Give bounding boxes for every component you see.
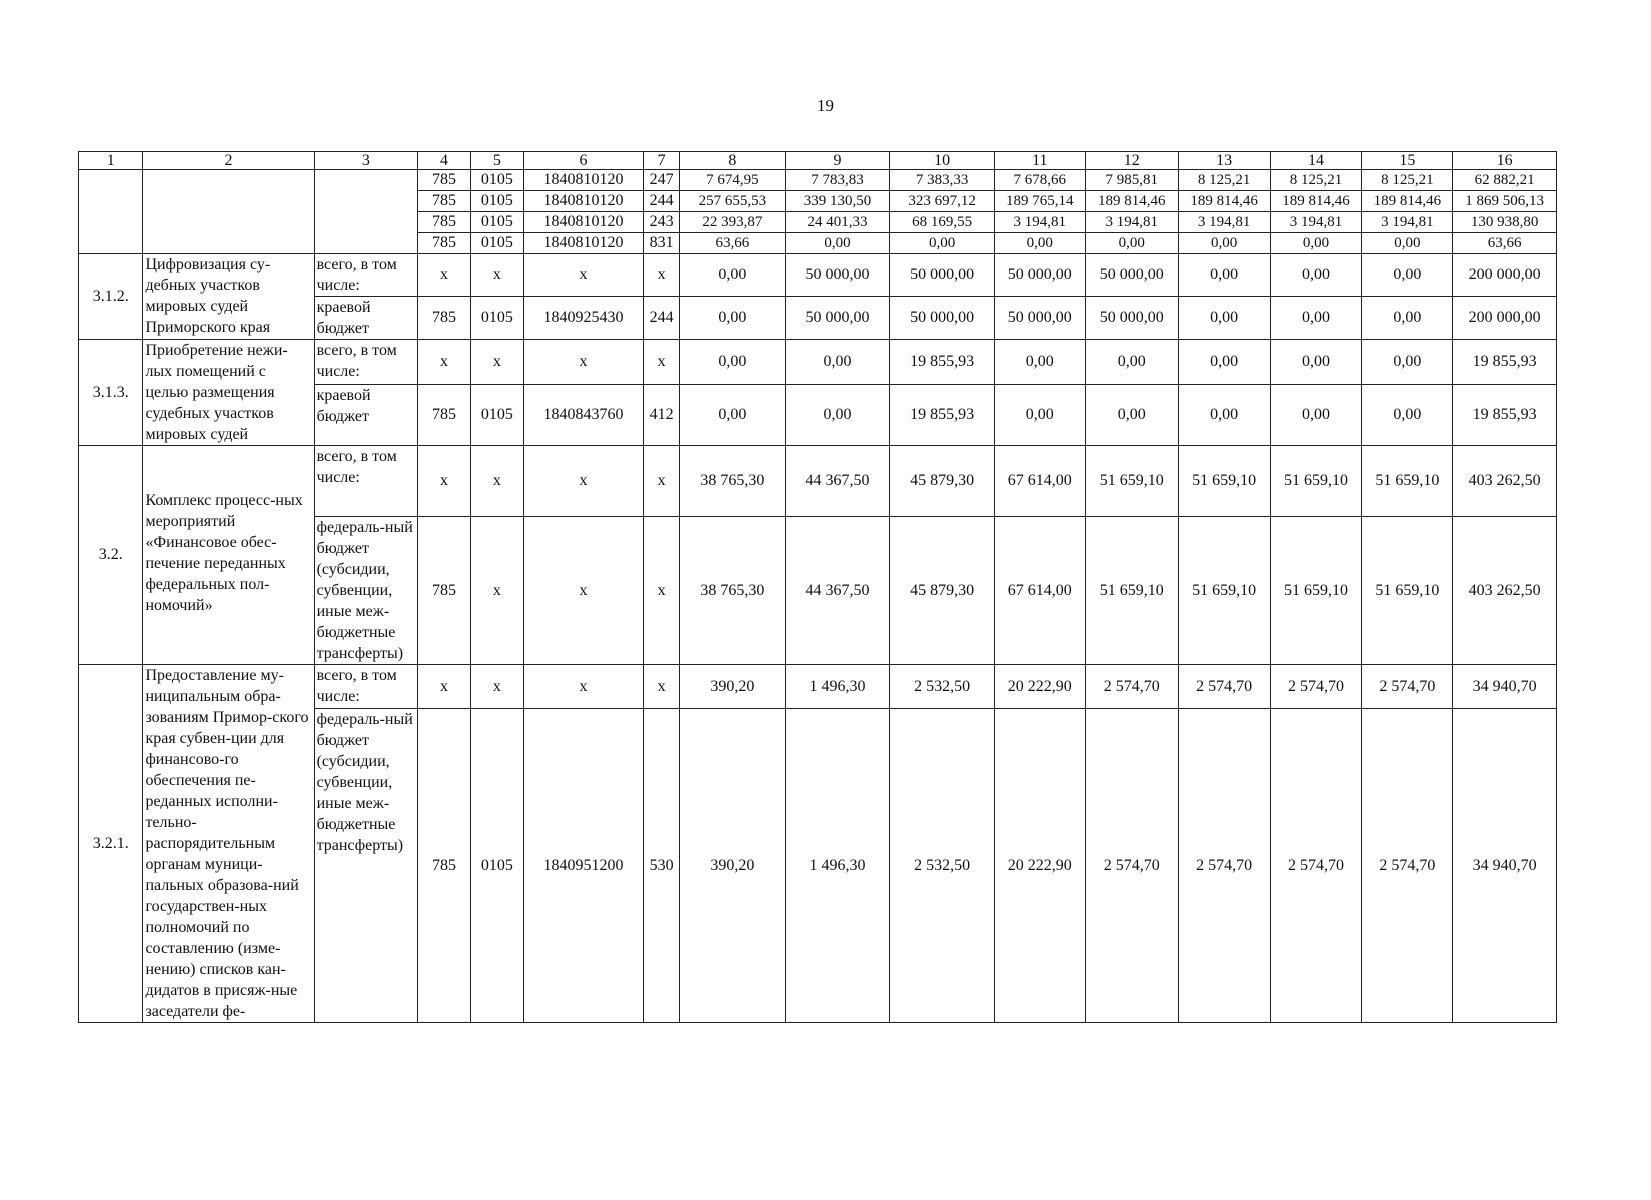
value-cell: 257 655,53 xyxy=(680,191,786,212)
row-number-cell xyxy=(79,170,143,254)
value-cell: x xyxy=(523,517,643,665)
value-cell: 243 xyxy=(644,212,680,233)
value-cell: 34 940,70 xyxy=(1453,665,1557,709)
value-cell: 45 879,30 xyxy=(890,446,995,517)
value-cell: 831 xyxy=(644,233,680,254)
value-cell: 51 659,10 xyxy=(1178,517,1270,665)
col-num: 13 xyxy=(1178,152,1270,170)
funding-source-cell: краевой бюджет xyxy=(314,384,418,445)
value-cell: 0,00 xyxy=(680,340,786,385)
funding-source-cell: федераль-ный бюджет (субсидии, субвенции, иные меж-бюджетные трансферты) xyxy=(314,517,418,665)
funding-source-cell: всего, в том числе: xyxy=(314,254,418,297)
value-cell: 50 000,00 xyxy=(1085,254,1178,297)
value-cell: 45 879,30 xyxy=(890,517,995,665)
value-cell: 0,00 xyxy=(1362,340,1453,385)
value-cell: 323 697,12 xyxy=(890,191,995,212)
page-number: 19 xyxy=(817,96,834,115)
value-cell: 189 765,14 xyxy=(994,191,1085,212)
item-name-cell: Предоставление му-ниципальным обра-зованиям Примор-ского края субвен-ции для финансово-го обеспечения пе-реданных исполни-тельно-распорядительным органам муници-пальных образова-ний государствен-ных полномочий по составлению (изме-нению) списков кан-дидатов в присяж-ные заседатели фе- xyxy=(143,665,314,1023)
value-cell: 0,00 xyxy=(1362,297,1453,340)
value-cell: 0,00 xyxy=(1362,384,1453,445)
table-row xyxy=(79,446,1557,517)
value-cell: 50 000,00 xyxy=(890,297,995,340)
value-cell: 2 532,50 xyxy=(890,709,995,1023)
value-cell: 63,66 xyxy=(1453,233,1557,254)
value-cell: 785 xyxy=(418,233,471,254)
value-cell: 785 xyxy=(418,170,471,191)
value-cell: 785 xyxy=(418,384,471,445)
value-cell: 51 659,10 xyxy=(1362,446,1453,517)
value-cell: 34 940,70 xyxy=(1453,709,1557,1023)
value-cell: 189 814,46 xyxy=(1270,191,1362,212)
value-cell: 2 574,70 xyxy=(1178,665,1270,709)
value-cell: 1 496,30 xyxy=(785,709,890,1023)
value-cell: 1840810120 xyxy=(523,170,643,191)
value-cell: x xyxy=(523,254,643,297)
value-cell: 390,20 xyxy=(680,665,786,709)
value-cell: 0105 xyxy=(470,191,523,212)
value-cell: 2 574,70 xyxy=(1178,709,1270,1023)
value-cell: 50 000,00 xyxy=(994,254,1085,297)
value-cell: 244 xyxy=(644,191,680,212)
value-cell: 24 401,33 xyxy=(785,212,890,233)
value-cell: 0105 xyxy=(470,297,523,340)
value-cell: 0,00 xyxy=(1178,297,1270,340)
row-number-cell: 3.1.2. xyxy=(79,254,143,340)
value-cell: 38 765,30 xyxy=(680,446,786,517)
col-num: 6 xyxy=(523,152,643,170)
value-cell: x xyxy=(644,254,680,297)
value-cell: 19 855,93 xyxy=(890,384,995,445)
value-cell: 0,00 xyxy=(1178,233,1270,254)
value-cell: 1 496,30 xyxy=(785,665,890,709)
col-num: 14 xyxy=(1270,152,1362,170)
value-cell: x xyxy=(644,665,680,709)
value-cell: 51 659,10 xyxy=(1270,517,1362,665)
col-num: 7 xyxy=(644,152,680,170)
value-cell: 0,00 xyxy=(1270,340,1362,385)
value-cell: 2 574,70 xyxy=(1362,665,1453,709)
value-cell: 403 262,50 xyxy=(1453,517,1557,665)
value-cell: x xyxy=(470,517,523,665)
value-cell: 0,00 xyxy=(994,340,1085,385)
value-cell: 19 855,93 xyxy=(890,340,995,385)
value-cell: x xyxy=(418,254,471,297)
value-cell: 0105 xyxy=(470,233,523,254)
value-cell: 0,00 xyxy=(890,233,995,254)
value-cell: 785 xyxy=(418,297,471,340)
value-cell: 50 000,00 xyxy=(785,297,890,340)
value-cell: x xyxy=(644,340,680,385)
table-row xyxy=(79,170,1557,191)
value-cell: 7 985,81 xyxy=(1085,170,1178,191)
row-number-cell: 3.2. xyxy=(79,446,143,665)
value-cell: 200 000,00 xyxy=(1453,297,1557,340)
value-cell: 3 194,81 xyxy=(1362,212,1453,233)
budget-table xyxy=(78,151,1557,1023)
value-cell: 67 614,00 xyxy=(994,446,1085,517)
value-cell: 44 367,50 xyxy=(785,446,890,517)
col-num: 11 xyxy=(994,152,1085,170)
value-cell: x xyxy=(418,340,471,385)
value-cell: x xyxy=(644,517,680,665)
value-cell: x xyxy=(644,446,680,517)
value-cell: x xyxy=(418,665,471,709)
col-num: 8 xyxy=(680,152,786,170)
value-cell: 0,00 xyxy=(785,384,890,445)
value-cell: 44 367,50 xyxy=(785,517,890,665)
value-cell: x xyxy=(470,340,523,385)
value-cell: 68 169,55 xyxy=(890,212,995,233)
value-cell: 0,00 xyxy=(994,384,1085,445)
value-cell: 244 xyxy=(644,297,680,340)
col-num: 10 xyxy=(890,152,995,170)
value-cell: 0,00 xyxy=(1270,233,1362,254)
item-name-cell: Комплекс процесс-ных мероприятий «Финансовое обес-печение переданных федеральных пол-номочий» xyxy=(143,446,314,665)
value-cell: x xyxy=(470,446,523,517)
value-cell: 50 000,00 xyxy=(785,254,890,297)
value-cell: 51 659,10 xyxy=(1085,517,1178,665)
value-cell: 0105 xyxy=(470,709,523,1023)
value-cell: 0,00 xyxy=(680,297,786,340)
value-cell: 1840810120 xyxy=(523,233,643,254)
item-name-cell: Цифровизация су-дебных участков мировых судей Приморского края xyxy=(143,254,314,340)
value-cell: 20 222,90 xyxy=(994,709,1085,1023)
value-cell: x xyxy=(470,254,523,297)
value-cell: 50 000,00 xyxy=(994,297,1085,340)
value-cell: 0105 xyxy=(470,170,523,191)
value-cell: 0,00 xyxy=(1270,254,1362,297)
value-cell: 7 678,66 xyxy=(994,170,1085,191)
funding-source-cell: всего, в том числе: xyxy=(314,665,418,709)
value-cell: 63,66 xyxy=(680,233,786,254)
value-cell: 2 532,50 xyxy=(890,665,995,709)
value-cell: 0,00 xyxy=(1270,297,1362,340)
value-cell: 339 130,50 xyxy=(785,191,890,212)
value-cell: 8 125,21 xyxy=(1362,170,1453,191)
value-cell: 2 574,70 xyxy=(1085,665,1178,709)
col-num: 2 xyxy=(143,152,314,170)
value-cell: 7 383,33 xyxy=(890,170,995,191)
col-num: 5 xyxy=(470,152,523,170)
value-cell: 3 194,81 xyxy=(1178,212,1270,233)
col-num: 16 xyxy=(1453,152,1557,170)
value-cell: 2 574,70 xyxy=(1270,665,1362,709)
value-cell: 785 xyxy=(418,212,471,233)
value-cell: 130 938,80 xyxy=(1453,212,1557,233)
value-cell: 785 xyxy=(418,517,471,665)
value-cell: x xyxy=(418,446,471,517)
value-cell: 19 855,93 xyxy=(1453,340,1557,385)
value-cell: 785 xyxy=(418,191,471,212)
row-number-cell: 3.2.1. xyxy=(79,665,143,1023)
value-cell: 3 194,81 xyxy=(1085,212,1178,233)
value-cell: 22 393,87 xyxy=(680,212,786,233)
value-cell: 247 xyxy=(644,170,680,191)
value-cell: 67 614,00 xyxy=(994,517,1085,665)
value-cell: 390,20 xyxy=(680,709,786,1023)
table-row xyxy=(79,254,1557,297)
value-cell: 0,00 xyxy=(680,254,786,297)
funding-source-cell: краевой бюджет xyxy=(314,297,418,340)
value-cell: 50 000,00 xyxy=(890,254,995,297)
value-cell: 2 574,70 xyxy=(1085,709,1178,1023)
table-row xyxy=(79,665,1557,709)
funding-source-cell: федераль-ный бюджет (субсидии, субвенции, иные меж-бюджетные трансферты) xyxy=(314,709,418,1023)
value-cell: 412 xyxy=(644,384,680,445)
value-cell: 8 125,21 xyxy=(1270,170,1362,191)
value-cell: 20 222,90 xyxy=(994,665,1085,709)
value-cell: 62 882,21 xyxy=(1453,170,1557,191)
value-cell: 51 659,10 xyxy=(1085,446,1178,517)
value-cell: 0,00 xyxy=(994,233,1085,254)
value-cell: 0,00 xyxy=(1085,340,1178,385)
value-cell: 2 574,70 xyxy=(1362,709,1453,1023)
funding-source-cell: всего, в том числе: xyxy=(314,446,418,517)
value-cell: 0,00 xyxy=(1178,340,1270,385)
value-cell: 0,00 xyxy=(1178,384,1270,445)
value-cell: 530 xyxy=(644,709,680,1023)
value-cell: 0,00 xyxy=(1362,254,1453,297)
value-cell: x xyxy=(523,665,643,709)
value-cell: 51 659,10 xyxy=(1178,446,1270,517)
value-cell: 1840925430 xyxy=(523,297,643,340)
value-cell: 7 674,95 xyxy=(680,170,786,191)
value-cell: 3 194,81 xyxy=(994,212,1085,233)
value-cell: 0,00 xyxy=(1270,384,1362,445)
value-cell: 189 814,46 xyxy=(1085,191,1178,212)
value-cell: 19 855,93 xyxy=(1453,384,1557,445)
value-cell: 0,00 xyxy=(1085,384,1178,445)
value-cell: 1 869 506,13 xyxy=(1453,191,1557,212)
value-cell: 189 814,46 xyxy=(1178,191,1270,212)
col-num: 15 xyxy=(1362,152,1453,170)
value-cell: 189 814,46 xyxy=(1362,191,1453,212)
value-cell: x xyxy=(470,665,523,709)
col-num: 1 xyxy=(79,152,143,170)
value-cell: 1840810120 xyxy=(523,212,643,233)
value-cell: 0,00 xyxy=(680,384,786,445)
value-cell: 51 659,10 xyxy=(1362,517,1453,665)
funding-source-cell: всего, в том числе: xyxy=(314,340,418,385)
value-cell: 0,00 xyxy=(1178,254,1270,297)
name-cell xyxy=(143,170,314,254)
value-cell: 1840951200 xyxy=(523,709,643,1023)
value-cell: 0,00 xyxy=(1085,233,1178,254)
value-cell: 0105 xyxy=(470,384,523,445)
value-cell: 1840843760 xyxy=(523,384,643,445)
value-cell: 38 765,30 xyxy=(680,517,786,665)
value-cell: x xyxy=(523,340,643,385)
value-cell: 51 659,10 xyxy=(1270,446,1362,517)
value-cell: 3 194,81 xyxy=(1270,212,1362,233)
column-number-row xyxy=(79,152,1557,170)
value-cell: 403 262,50 xyxy=(1453,446,1557,517)
value-cell: 0,00 xyxy=(785,340,890,385)
value-cell: 8 125,21 xyxy=(1178,170,1270,191)
value-cell: 1840810120 xyxy=(523,191,643,212)
row-number-cell: 3.1.3. xyxy=(79,340,143,446)
value-cell: 2 574,70 xyxy=(1270,709,1362,1023)
col-num: 12 xyxy=(1085,152,1178,170)
value-cell: 0,00 xyxy=(785,233,890,254)
value-cell: x xyxy=(523,446,643,517)
col-num: 3 xyxy=(314,152,418,170)
value-cell: 0,00 xyxy=(1362,233,1453,254)
value-cell: 7 783,83 xyxy=(785,170,890,191)
source-cell xyxy=(314,170,418,254)
col-num: 9 xyxy=(785,152,890,170)
item-name-cell: Приобретение нежи-лых помещений с целью размещения судебных участков мировых судей xyxy=(143,340,314,446)
col-num: 4 xyxy=(418,152,471,170)
value-cell: 785 xyxy=(418,709,471,1023)
value-cell: 0105 xyxy=(470,212,523,233)
value-cell: 50 000,00 xyxy=(1085,297,1178,340)
table-row xyxy=(79,340,1557,385)
value-cell: 200 000,00 xyxy=(1453,254,1557,297)
